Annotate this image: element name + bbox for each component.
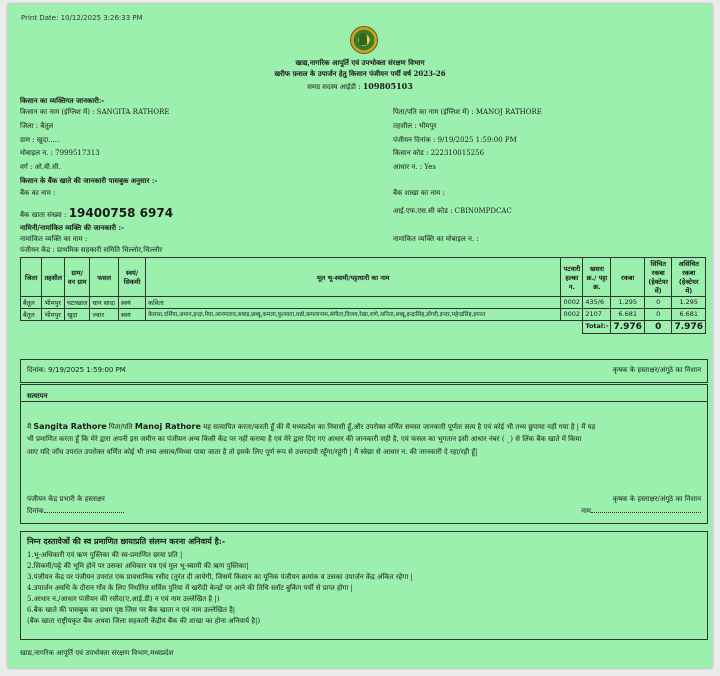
name-line: [581, 507, 701, 516]
cell: धान सादा: [90, 297, 119, 309]
farmer-sign-label: कृषक के हस्ताक्षर/अंगूठे का निशान: [612, 366, 701, 374]
cell: भीमपुर: [42, 297, 65, 309]
total-unirrigated: 7.976: [672, 321, 706, 334]
list-item: (बैंक खाता राष्ट्रीयकृत बैंक अथवा जिला सहकारी केंद्रीय बैंक की शाखा का होना अनिवार्य है|): [27, 617, 261, 625]
account-number: 19400758 6974: [68, 206, 174, 220]
cell: स्वयं: [118, 297, 145, 309]
cell: स्वयं: [118, 309, 145, 321]
table-header-row: [21, 258, 706, 297]
col-header: स्वयं/ सिकमी: [118, 258, 145, 297]
total-area: 7.976: [611, 321, 644, 334]
cell: खुदा: [65, 309, 90, 321]
bank-section-title: किसान के बैंक खाते की जानकारी पासबुक अनुसार :-: [20, 176, 158, 185]
farmer-name: किसान का नाम (इंग्लिश में) : SANGITA RATHORE: [20, 108, 170, 116]
verified-father-name: Manoj Rathore: [134, 422, 201, 431]
verification-line-2: भी प्रमाणित करता हूँ कि मेरे द्वारा अपनी इस जमीन का पंजीयन अन्य किसी केंद्र पर नहीं कराया है एवं मेरे द्वारा दिए गए आधार की जानकारी सही है, एवं फसल का भुगतान इसी आधार नंबर ( _) से लिंक बैंक खाते में किया: [27, 435, 582, 443]
verified-farmer-name: Sangita Rathore: [33, 422, 107, 431]
table-row: [21, 309, 706, 321]
account-label: बैंक खाता संख्या :: [20, 211, 67, 219]
col-header: मूल भू-स्वामी/पट्टाधारी का नाम: [146, 258, 561, 297]
cell: घटाखाल: [65, 297, 90, 309]
bank-name-label: बैंक का नाम :: [20, 189, 56, 197]
total-irrigated: 0: [644, 321, 672, 334]
list-item: 5.आधार न./आधार पंजीयन की रसीद(ए.आई.डी) न एवं नाम उल्लेखित है |): [27, 595, 220, 603]
nominee-name-label: नामांकित व्यक्ति का नाम :: [20, 235, 88, 243]
divider: [21, 401, 707, 402]
cell: भीमपुर: [42, 309, 65, 321]
col-header: सिंचित रकबा (हेक्टेयर में): [644, 258, 672, 297]
district: जिला : बैतूल: [20, 122, 54, 130]
cell: 0002: [561, 297, 583, 309]
documents-box: [20, 531, 708, 640]
list-item: 4.उपार्जन अवधि के दौरान गाँव के लिए निर्धारित सर्विस पुरिया में खरीदी केन्द्रों पर आने की तिथि स्लॉट बुकिंग पर्ची से प्राप्त होगा |: [27, 584, 353, 592]
verification-title: सत्यापन: [27, 391, 48, 400]
date-line: [27, 507, 124, 516]
cell: कविता: [146, 297, 561, 309]
cell: 1.295: [672, 297, 706, 309]
cell: ज्वार: [90, 309, 119, 321]
mobile: मोबाइल न. : 7999517313: [20, 149, 100, 157]
verification-line-1: [27, 422, 595, 432]
ifsc-code: आई.एफ.एस.सी कोड : CBIN0MPDCAC: [393, 207, 512, 215]
farmer-section-title: किसान का व्यक्तिगत जानकारी:-: [20, 96, 105, 105]
member-id-label: समग्र सदस्य आईडी :: [307, 83, 361, 91]
slip-title: खरीफ फ़सल के उपार्जन हेतु किसान पंजीयन पर्ची वर्ष 2023-26: [274, 69, 446, 78]
member-id-row: [8, 81, 712, 92]
print-date: Print Date: 10/12/2025 3:26:33 PM: [21, 14, 143, 22]
cell: 1.295: [611, 297, 644, 309]
village: ग्राम : खुदा.....: [20, 136, 60, 144]
date-sign-box: [20, 359, 708, 383]
father-name: पिता/पति का नाम (इंग्लिश में) : MANOJ RATHORE: [393, 108, 542, 116]
footer-dept: खाद्य,नागरिक आपूर्ति एवं उपभोक्ता संरक्षण विभाग,मध्यप्रदेश: [20, 649, 174, 657]
list-item: 2.सिकमी/पट्टे की भूमि होने पर उसका अधिकार पत्र एवं मूल भू-स्वामी की ऋण पुस्तिका|: [27, 562, 249, 570]
table-row: [21, 297, 706, 309]
cell: 435/6: [583, 297, 611, 309]
aadhaar: आधार न. : Yes: [393, 163, 437, 171]
total-row: [21, 321, 706, 334]
land-details-table: [20, 257, 706, 334]
col-header: फसल: [90, 258, 119, 297]
list-item: 3.पंजीयन केंद्र पर पंजीयन उपरांत एक प्रावधानिक रसीद (तुरंत दी जायेगी, जिसमें किसान का यूनिक पंजीयन क्रमांक व उसका उपार्जन केंद्र अंकित रहेगा |: [27, 573, 413, 581]
farmer-sign-label-2: कृषक के हस्ताक्षर/अंगूठे का निशान: [612, 495, 701, 503]
date-label: दिनांक: [27, 507, 44, 515]
category: वर्ग : ओ.बी.सी.: [20, 163, 61, 171]
cell: 2107: [583, 309, 611, 321]
cell: 0: [644, 297, 672, 309]
col-header: खसरा क्र./ पट्टा क्र.: [583, 258, 611, 297]
center-sign-label: पंजीयन केंद्र प्रभारी के हस्ताक्षर: [27, 495, 105, 503]
mp-emblem-logo: [350, 26, 378, 54]
tehsil: तहसील : भीमपुर: [393, 122, 437, 130]
cell: 0: [644, 309, 672, 321]
name-label: नाम: [581, 507, 591, 515]
cell: 6.681: [611, 309, 644, 321]
registration-center: पंजीयन केंद्र : प्राथमिक सहकारी समिति चिल्लोर,चिल्लौर: [20, 246, 163, 254]
text-line1: यह सत्यापित करता/करती हूँ की मैं मध्यप्रदेश का निवासी हूँ,और उपरोक्त वर्णित समस्त जानकारी पूर्णतः सत्य है एवं कोई भी तथ्य छुपाया नहीं गया है | मैं यह: [200, 423, 596, 431]
branch-name-label: बैंक शाखा का नाम :: [393, 189, 445, 197]
verification-line-3: जाए यदि जाँच उपरांत उपरोक्त वर्णित कोई भी तथ्य असत्य/मिथ्या पाया जाता है तो इसके लिए पूर्ण रूप से उत्तरदायी रहूँगा/रहूंगी | मैं स्वेछा से आधार न. की जानकारी दे रहा/रही हूँ|: [27, 448, 478, 456]
documents-title: निम्न दस्तावेजों की स्व प्रमाणित छायाप्रति संलग्न करना अनिवार्य है:-: [27, 536, 226, 546]
registration-slip: [8, 4, 712, 668]
col-header: तहसील: [42, 258, 65, 297]
registration-date: पंजीयन दिनांक : 9/19/2025 1:59:00 PM: [393, 136, 517, 144]
col-header: असिंचित रकबा (हेक्टेयर में): [672, 258, 706, 297]
verification-box: [20, 384, 708, 524]
col-header: रकबा: [611, 258, 644, 297]
cell: कैलाश,दर्शिया,अमान,इन्द्रा,मैघा,आनम्दराव,सबाइ,छब्बू,कमला,फुलवता,धन्नो,कमलानाथ,संगीता,विजय,रेखा,राणे,अनिता,शब्बू,इन्द्रासिंह,डोंगरी,इन्दर,महेन्द्रसिंह,इमरत: [146, 309, 561, 321]
text-prefix: मैं: [27, 423, 34, 431]
nominee-section-title: नामिनी/नामांकित व्यक्ति की जानकारी :-: [20, 223, 125, 232]
farmer-code: किसान कोड : 222310015256: [393, 149, 485, 157]
nominee-mobile-label: नामांकित व्यक्ति का मोबाइल न. :: [393, 235, 479, 243]
col-header: जिला: [21, 258, 42, 297]
cell: 6.681: [672, 309, 706, 321]
cell: 0002: [561, 309, 583, 321]
member-id-value: 109805103: [362, 81, 413, 91]
cell: बैतूल: [21, 309, 42, 321]
col-header: ग्राम/ वन ग्राम: [65, 258, 90, 297]
account-row: [20, 206, 173, 220]
col-header: पटवारी हल्का न.: [561, 258, 583, 297]
dept-title: खाद्य,नागरिक आपूर्ति एवं उपभोक्ता संरक्षण विभाग: [295, 58, 425, 67]
list-item: 1.भू-अधिकारी एवं ऋण पुस्तिका की स्व-प्रमाणित छाया प्रति |: [27, 551, 183, 559]
cell: बैतूल: [21, 297, 42, 309]
list-item: 6.बैंक खाते की पासबुक का प्रथम पृष्ठ जिस पर बैंक खाता न एवं नाम उल्लेखित है|: [27, 606, 236, 614]
text-mid: पिता/पति: [106, 423, 135, 431]
total-label: Total:-: [583, 321, 611, 334]
slip-date: दिनांक: 9/19/2025 1:59:00 PM: [27, 366, 126, 374]
